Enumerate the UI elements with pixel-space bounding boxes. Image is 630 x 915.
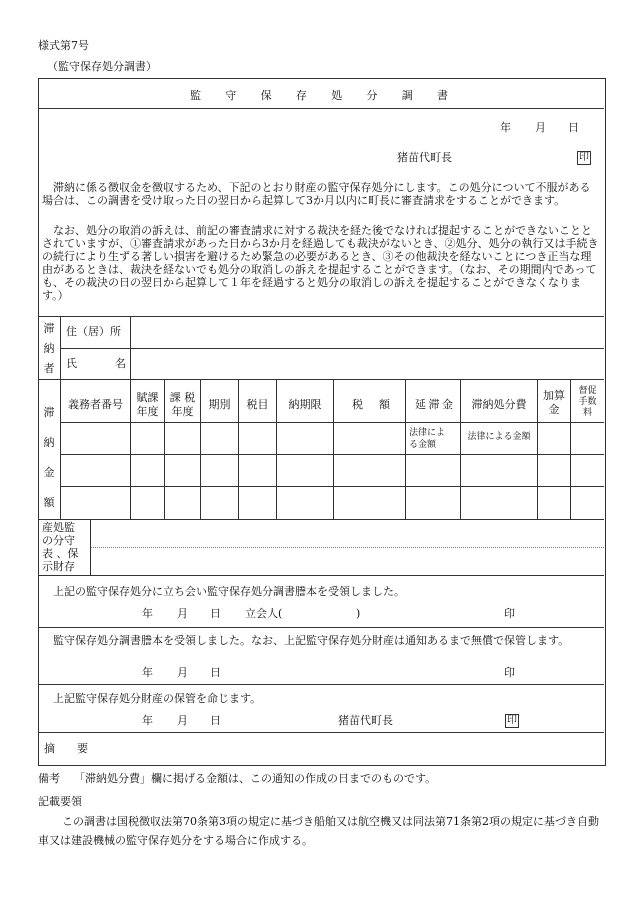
taxpayer-side-label: 滞 納 者 <box>43 322 55 375</box>
col-tax-amount: 税 額 <box>352 398 390 411</box>
witness-seal: 印 <box>504 607 515 620</box>
form-title: 監 守 保 存 処 分 調 書 <box>190 89 448 102</box>
seal-stamp-icon: 印 <box>579 152 589 163</box>
col-assess-year: 賦課 年度 <box>136 391 159 418</box>
col-taxpayer-no: 義務者番号 <box>68 398 123 411</box>
order-seal-stamp-icon: 印 <box>507 715 517 726</box>
col-delay-charge: 延 滞 金 <box>415 398 453 411</box>
mayor-name: 猪苗代町長 <box>397 151 452 164</box>
col-processing-fee: 滞納処分費 <box>471 398 527 411</box>
col-due-date: 納期限 <box>288 398 322 411</box>
witness-close: ) <box>356 607 361 620</box>
received-seal: 印 <box>504 666 515 679</box>
form-subtitle: （監守保存処分調書） <box>47 60 157 73</box>
col-surcharge: 加算 金 <box>543 389 565 416</box>
note: 備考 「滞納処分費」欄に掲げる金額は、この通知の作成の日までのものです。 <box>38 772 437 785</box>
witness-date: 年 月 日 <box>142 607 221 620</box>
remarks-label: 摘 要 <box>44 742 88 755</box>
fee-note: 法律による金額 <box>467 432 531 442</box>
notice-paragraph-1: 滞納に係る徴収金を徴収するため、下記のとおり財産の監守保存処分にします。この処分について不服がある場合は、この調書を受け取った日の翌日から起算して3か月以内に町長に審査請求をすることができます。 <box>42 181 591 207</box>
arrears-side-label: 滞 納 金 額 <box>43 406 55 509</box>
col-period: 期別 <box>208 398 231 411</box>
order-text: 上記監守保存処分財産の保管を命じます。 <box>53 692 262 705</box>
col-tax-year: 課 税 年度 <box>169 391 196 418</box>
received-text: 監守保存処分調書謄本を受領しました。なお、上記監守保存処分財産は通知あるまで無償で保管します。 <box>53 634 570 647</box>
instructions-label: 記載要領 <box>38 795 82 808</box>
col-reminder-fee: 督促 手数 料 <box>578 386 597 418</box>
witness-text: 上記の監守保存処分に立ち会い監守保存処分調書謄本を受領しました。 <box>53 585 405 598</box>
delay-note: 法律によ る金額 <box>409 428 446 450</box>
form-number: 様式第7号 <box>38 39 89 52</box>
name-label: 氏 名 <box>66 357 126 370</box>
address-label: 住（居）所 <box>66 325 121 338</box>
property-label: 産処監 の分守 表 、保 示財存 <box>42 521 79 573</box>
order-mayor: 猪苗代町長 <box>338 714 393 727</box>
order-date: 年 月 日 <box>142 714 221 727</box>
instructions-text: この調書は国税徴収法第70条第3項の規定に基づき船舶又は航空機又は同法第71条第2項の規定に基づき自動車又は建設機械の監守保存処分をする場合に作成する。 <box>38 815 599 847</box>
date-line: 年 月 日 <box>500 121 579 134</box>
witness-label: 立会人( <box>245 607 283 620</box>
notice-paragraph-2: なお、処分の取消の訴えは、前記の審査請求に対する裁決を経た後でなければ提起することができないこととされていますが、①審査請求があった日から3か月を経過しても裁決がないとき、②処分、処分の執行又は手続きの続行により生ずる著しい損害を避けるため緊急の必要があるとき、③その他裁決を経ないことにつき正当な理由があるときは、裁決を経ないでも処分の取消しの訴えを提起することができます。（なお、その期間内であっても、その裁決の日の翌日から起算して１年を経過すると処分の取消しの訴えを提起することができなくなります。） <box>42 224 599 302</box>
received-date: 年 月 日 <box>142 666 221 679</box>
col-tax-item: 税目 <box>246 398 269 411</box>
